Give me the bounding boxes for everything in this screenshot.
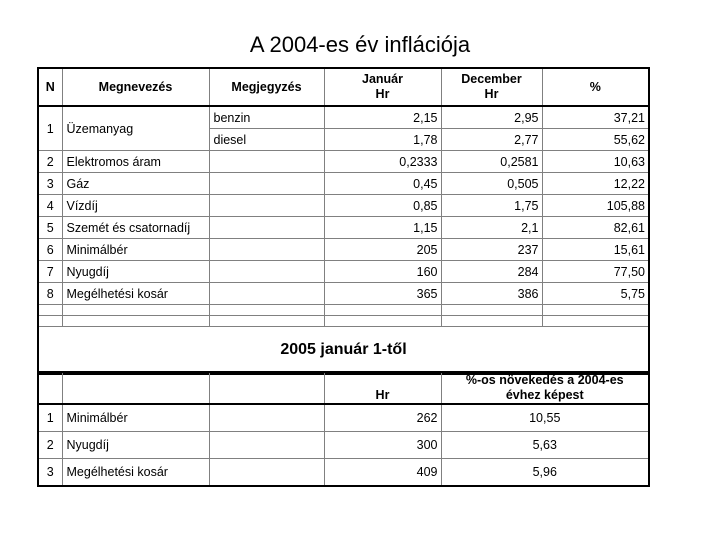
table-row: 4 Vízdíj 0,85 1,75 105,88 bbox=[38, 195, 649, 217]
header-percent: % bbox=[542, 68, 649, 106]
table-row: 2 Nyugdíj 300 5,63 bbox=[38, 432, 649, 459]
section-heading: 2005 január 1-től bbox=[38, 327, 649, 375]
table-row: 8 Megélhetési kosár 365 386 5,75 bbox=[38, 283, 649, 305]
empty-row bbox=[38, 305, 649, 316]
table-row: 7 Nyugdíj 160 284 77,50 bbox=[38, 261, 649, 283]
inflation-table-2004 bbox=[37, 67, 650, 375]
section-heading-row bbox=[38, 327, 649, 375]
header-note: Megjegyzés bbox=[209, 68, 324, 106]
table-row: 5 Szemét és csatornadíj 1,15 2,1 82,61 bbox=[38, 217, 649, 239]
table-row: 6 Minimálbér 205 237 15,61 bbox=[38, 239, 649, 261]
empty-row bbox=[38, 316, 649, 327]
page-title: A 2004-es év inflációja bbox=[249, 32, 471, 57]
header-growth: %-os növekedés a 2004-es évhez képest bbox=[441, 372, 649, 404]
header-january: Január Hr bbox=[324, 68, 441, 106]
table-row: 3 Megélhetési kosár 409 5,96 bbox=[38, 459, 649, 487]
header-december: December Hr bbox=[441, 68, 542, 106]
table-row: 1 Minimálbér 262 10,55 bbox=[38, 404, 649, 432]
table-row: 3 Gáz 0,45 0,505 12,22 bbox=[38, 173, 649, 195]
header-name: Megnevezés bbox=[62, 68, 209, 106]
header-hr: Hr bbox=[324, 372, 441, 404]
table-row: 1 Üzemanyag benzin 2,15 2,95 37,21 bbox=[38, 106, 649, 129]
table-row: 2 Elektromos áram 0,2333 0,2581 10,63 bbox=[38, 151, 649, 173]
table-2005 bbox=[37, 371, 650, 487]
table-header-row bbox=[38, 68, 649, 106]
table-header-row bbox=[38, 372, 649, 404]
table-row: diesel 1,78 2,77 55,62 bbox=[38, 129, 649, 151]
header-n: N bbox=[38, 68, 62, 106]
